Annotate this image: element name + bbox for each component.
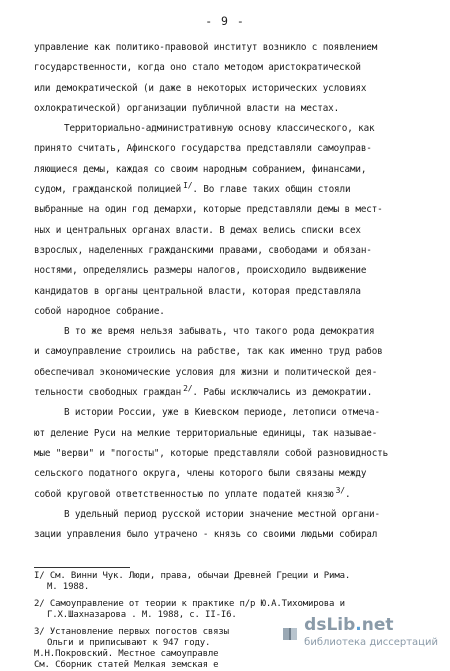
text-line: мые "верви" и "погосты", которые представляли собой разновидность xyxy=(34,447,389,459)
text-segment: Рабы исключались из демократии. xyxy=(203,387,373,399)
watermark-subtitle: библиотека диссертаций xyxy=(304,637,438,648)
text-line: или демократической (и даже в некоторых исторических условиях xyxy=(34,82,367,94)
footnote-text: Самоуправление от теории к практике п/р Ю.А.Тихомирова и xyxy=(49,599,345,609)
footnote-ref: I/ xyxy=(183,181,193,191)
text-segment: тельности свободных граждан xyxy=(34,387,182,399)
text-line: В удельный период русской истории значение местной органи- xyxy=(64,508,380,520)
text-line: и самоуправление строились на рабстве, так как именно труд рабов xyxy=(34,346,383,358)
text-segment: судом, гражданской полицией xyxy=(34,184,182,196)
text-line: управление как политико-правовой институт возникло с появлением xyxy=(34,42,378,53)
footnote-mark: 2/ xyxy=(34,599,45,609)
footnote-ref: 2/ xyxy=(183,384,193,394)
body-text xyxy=(34,38,418,545)
footnote-line xyxy=(34,599,434,610)
text-line: В истории России, уже в Киевском периоде, летописи отмеча- xyxy=(64,407,380,419)
text-line: сельского податного округа, члены которого были связаны между xyxy=(34,468,367,480)
text-segment: . xyxy=(192,387,198,399)
text-line: обеспечивал экономические условия для жизни и политической дея- xyxy=(34,366,378,378)
text-segment: собой круговой ответственностью по уплате податей князю xyxy=(34,488,334,500)
footnote-text: Установление первых погостов связы xyxy=(49,627,229,637)
text-segment: . Во главе таких общин стояли xyxy=(192,184,351,196)
text-line: государственности, когда оно стало методом аристократической xyxy=(34,62,361,74)
footnote-line: Ольги и приписывают к 947 году. xyxy=(47,638,211,648)
text-line: В то же время нельзя забывать, что такого рода демократия xyxy=(64,326,375,338)
footnote-line: См. Сборник статей Мелкая земская е xyxy=(34,660,219,670)
text-line: выбранные на один год демархи, которые представляли демы в мест- xyxy=(34,204,383,216)
text-line: ных и центральных органах власти. В демах велись списки всех xyxy=(34,224,361,236)
text-line: собой народное собрание. xyxy=(34,305,165,317)
watermark-logo: dsLib.net xyxy=(304,615,394,635)
text-line: зации управления было утрачено - князь со своими людьми собирал xyxy=(34,529,378,541)
text-line: взрослых, наделенных гражданскими правами, свободами и обязан- xyxy=(34,244,372,256)
text-segment: . xyxy=(344,488,351,500)
text-line: ют деление Руси на мелкие территориальные единицы, так называе- xyxy=(34,427,378,439)
footnote-ref: 3/ xyxy=(335,485,345,495)
text-line: ностями, определялись размеры налогов, происходило выдвижение xyxy=(34,265,367,277)
text-line xyxy=(34,180,418,200)
footnote-mark: 3/ xyxy=(34,627,45,637)
footnote-divider xyxy=(34,567,130,568)
footnote-line: М. 1988. xyxy=(47,582,90,592)
page-number: - 9 - xyxy=(205,14,245,28)
text-line: охлократической) организации публичной власти на местах. xyxy=(34,102,340,114)
footnote-text: См. Винни Чук. Люди, права, обычаи Древней Греции и Рима. xyxy=(49,571,351,581)
book-icon xyxy=(281,625,299,643)
text-line xyxy=(34,485,418,505)
dslib-watermark xyxy=(277,614,442,654)
text-line: ляющиеся демы, каждая со своим народным собранием, финансами, xyxy=(34,163,367,175)
footnote-line xyxy=(34,571,434,582)
footnote-line: Г.Х.Шахназарова . М. 1988, с. II-I6. xyxy=(47,610,237,620)
text-line: Территориально-административную основу классического, как xyxy=(64,123,375,135)
text-line: принято считать, Афинского государства представляли самоуправ- xyxy=(34,143,372,155)
footnote-mark: I/ xyxy=(34,571,45,581)
footnote-line: М.Н.Покровский. Местное самоуправле xyxy=(34,649,219,659)
text-line: кандидатов в органы центральной власти, которая представляла xyxy=(34,285,361,297)
text-line xyxy=(34,383,418,403)
